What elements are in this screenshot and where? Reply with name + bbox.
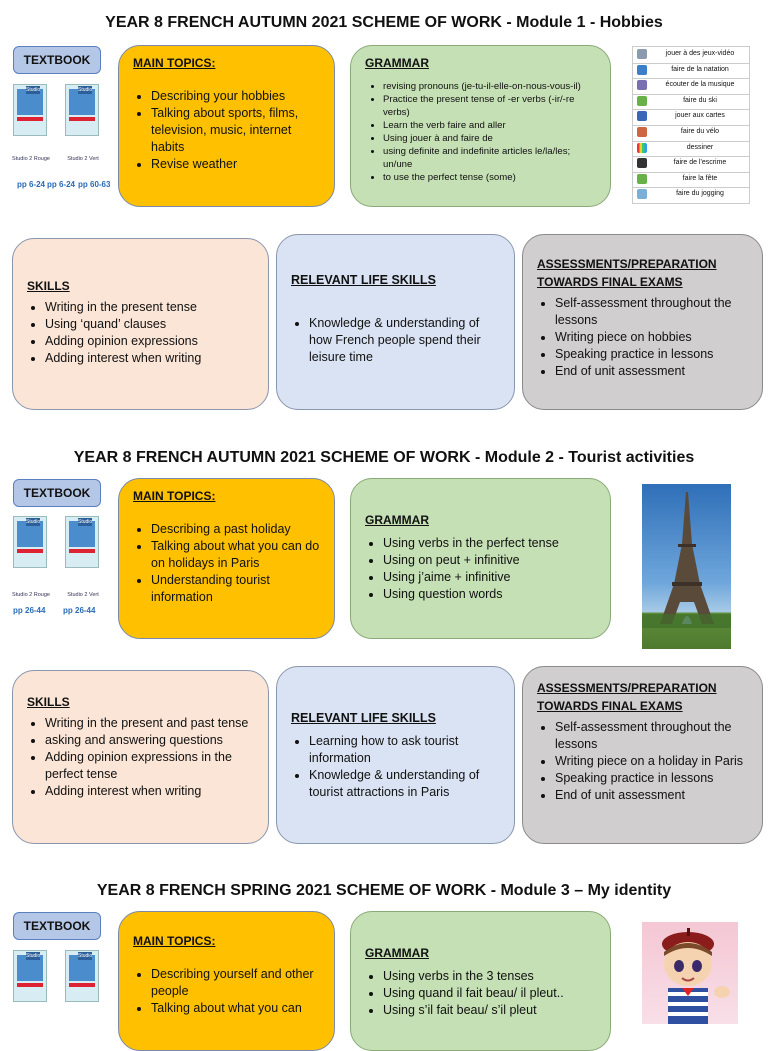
- list-item: • Describing a past holiday: [151, 521, 320, 538]
- grid-label: jouer à des jeux-vidéo: [665, 50, 735, 57]
- grammar-heading: GRAMMAR: [365, 946, 429, 960]
- list-item: • Using jouer à and faire de: [383, 132, 596, 145]
- grammar-list: [365, 80, 596, 184]
- main-topics-heading: MAIN TOPICS:: [133, 934, 216, 948]
- eiffel-tower-photo: [642, 484, 731, 649]
- grammar-heading: GRAMMAR: [365, 56, 429, 70]
- assessments-box: [522, 666, 763, 844]
- textbook-cover-image: Studio: [65, 84, 99, 136]
- assessments-heading: ASSESSMENTS/PREPARATION TOWARDS FINAL EXAMS: [537, 681, 717, 713]
- book-caption: Studio 2 Vert: [67, 156, 99, 162]
- life-skills-box: [276, 666, 515, 844]
- skills-list: [27, 715, 254, 800]
- life-skills-list: [291, 733, 500, 801]
- grammar-box: [350, 478, 611, 639]
- list-item: • Writing piece on hobbies: [555, 329, 748, 346]
- ski-icon: [637, 96, 647, 106]
- list-item: • Knowledge & understanding of how French people spend their leisure time: [309, 315, 500, 366]
- book-caption: Studio 2 Rouge: [12, 592, 50, 598]
- textbook-cover-image: Studio: [13, 516, 47, 568]
- page-range: pp 26-44: [13, 606, 46, 615]
- main-topics-box: [118, 911, 335, 1051]
- grid-label: faire du vélo: [680, 128, 720, 135]
- list-item: • Adding opinion expressions: [45, 333, 254, 350]
- headphones-icon: [637, 80, 647, 90]
- fencing-icon: [637, 158, 647, 168]
- textbook-cover-image: Studio: [13, 950, 47, 1002]
- list-item: • Revise weather: [151, 156, 320, 173]
- list-item: • Talking about what you can: [151, 1000, 320, 1017]
- bike-icon: [637, 127, 647, 137]
- skills-box: [12, 670, 269, 844]
- list-item: • Using quand il fait beau/ il pleut..: [383, 985, 596, 1002]
- list-item: • End of unit assessment: [555, 363, 748, 380]
- cards-icon: [637, 111, 647, 121]
- skills-heading: SKILLS: [27, 695, 70, 709]
- list-item: • Writing in the present tense: [45, 299, 254, 316]
- page-range: pp 26-44: [63, 606, 96, 615]
- list-item: • Adding interest when writing: [45, 783, 254, 800]
- skills-list: [27, 299, 254, 367]
- textbook-cover-image: Studio: [65, 950, 99, 1002]
- grid-label: dessiner: [686, 143, 714, 151]
- swimming-icon: [637, 65, 647, 75]
- list-item: • Using verbs in the 3 tenses: [383, 968, 596, 985]
- list-item: • Understanding tourist information: [151, 572, 320, 606]
- grammar-heading: GRAMMAR: [365, 513, 429, 527]
- textbook-cover-image: Studio: [65, 516, 99, 568]
- list-item: • Describing yourself and other people: [151, 966, 320, 1000]
- list-item: • Talking about what you can do on holidays in Paris: [151, 538, 320, 572]
- list-item: • Writing in the present and past tense: [45, 715, 254, 732]
- list-item: • Speaking practice in lessons: [555, 346, 748, 363]
- life-skills-heading: RELEVANT LIFE SKILLS: [291, 273, 436, 287]
- textbook-label: TEXTBOOK: [13, 912, 101, 940]
- module-2-title: YEAR 8 FRENCH AUTUMN 2021 SCHEME OF WORK - Module 2 - Tourist activities: [73, 449, 695, 466]
- assessments-list: [537, 295, 748, 380]
- list-item: • Using on peut + infinitive: [383, 552, 596, 569]
- page-range: pp 60-63: [78, 180, 111, 189]
- list-item: • Learn the verb faire and aller: [383, 119, 596, 132]
- list-item: • Using ‘quand’ clauses: [45, 316, 254, 333]
- list-item: • Self-assessment throughout the lessons: [555, 295, 748, 329]
- main-topics-list: [133, 521, 320, 606]
- list-item: • Self-assessment throughout the lessons: [555, 719, 748, 753]
- grid-label: faire du ski: [683, 96, 717, 104]
- grammar-box: [350, 911, 611, 1051]
- party-icon: [637, 174, 647, 184]
- main-topics-box: [118, 45, 335, 207]
- page-range: pp 6-24: [17, 180, 46, 189]
- book-caption: Studio 2 Rouge: [12, 156, 50, 162]
- list-item: • revising pronouns (je-tu-il-elle-on-nous-vous-il): [383, 80, 596, 93]
- list-item: • Learning how to ask tourist information: [309, 733, 500, 767]
- list-item: • Practice the present tense of -er verbs (-ir/-re verbs): [383, 93, 596, 119]
- list-item: • Talking about sports, films, television, music, internet habits: [151, 105, 320, 156]
- textbook-covers: [13, 514, 113, 624]
- main-topics-box: [118, 478, 335, 639]
- module-1-title: YEAR 8 FRENCH AUTUMN 2021 SCHEME OF WORK - Module 1 - Hobbies: [105, 14, 663, 31]
- skills-heading: SKILLS: [27, 279, 70, 293]
- boy-icon: [642, 922, 738, 1024]
- grid-label: faire de la natation: [671, 65, 729, 73]
- life-skills-heading: RELEVANT LIFE SKILLS: [291, 711, 436, 725]
- main-topics-list: [133, 966, 320, 1017]
- french-boy-illustration: [642, 922, 738, 1024]
- assessments-box: [522, 234, 763, 410]
- list-item: • asking and answering questions: [45, 732, 254, 749]
- grid-label: faire la fête: [682, 174, 718, 182]
- textbook-cover-image: Studio: [13, 84, 47, 136]
- main-topics-heading: MAIN TOPICS:: [133, 56, 216, 70]
- list-item: • to use the perfect tense (some): [383, 171, 596, 184]
- video-game-icon: [637, 49, 647, 59]
- life-skills-list: [291, 315, 500, 366]
- list-item: • Adding interest when writing: [45, 350, 254, 367]
- list-item: • Knowledge & understanding of tourist attractions in Paris: [309, 767, 500, 801]
- grammar-list: [365, 535, 596, 603]
- list-item: • Using question words: [383, 586, 596, 603]
- jogging-icon: [637, 189, 647, 199]
- book-caption: Studio 2 Vert: [67, 592, 99, 598]
- textbook-label: TEXTBOOK: [13, 46, 101, 74]
- textbook-covers: [13, 82, 113, 200]
- grammar-list: [365, 968, 596, 1019]
- textbook-covers: [13, 948, 113, 1024]
- list-item: • Describing your hobbies: [151, 88, 320, 105]
- list-item: • Adding opinion expressions in the perfect tense: [45, 749, 254, 783]
- grid-label: écouter de la musique: [665, 81, 735, 89]
- assessments-list: [537, 719, 748, 804]
- list-item: • Using verbs in the perfect tense: [383, 535, 596, 552]
- page-range: pp 6-24: [47, 180, 76, 189]
- textbook-label: TEXTBOOK: [13, 479, 101, 507]
- assessments-heading: ASSESSMENTS/PREPARATION TOWARDS FINAL EXAMS: [537, 257, 717, 289]
- list-item: • Speaking practice in lessons: [555, 770, 748, 787]
- list-item: • using definite and indefinite articles le/la/les; un/une: [383, 145, 596, 171]
- list-item: • Using j’aime + infinitive: [383, 569, 596, 586]
- pencils-icon: [637, 143, 647, 153]
- list-item: • End of unit assessment: [555, 787, 748, 804]
- list-item: • Writing piece on a holiday in Paris: [555, 753, 748, 770]
- main-topics-heading: MAIN TOPICS:: [133, 489, 216, 503]
- grid-label: faire de l'escrime: [673, 159, 727, 167]
- grid-label: faire du jogging: [676, 190, 724, 198]
- module-3-title: YEAR 8 FRENCH SPRING 2021 SCHEME OF WORK - Module 3 – My identity: [96, 882, 672, 899]
- main-topics-list: [133, 88, 320, 173]
- skills-box: [12, 238, 269, 410]
- grid-label: jouer aux cartes: [675, 112, 725, 120]
- eiffel-tower-icon: [642, 484, 731, 649]
- list-item: • Using s’il fait beau/ s’il pleut: [383, 1002, 596, 1019]
- grammar-box: [350, 45, 611, 207]
- activity-vocab-grid: [632, 46, 750, 204]
- life-skills-box: [276, 234, 515, 410]
